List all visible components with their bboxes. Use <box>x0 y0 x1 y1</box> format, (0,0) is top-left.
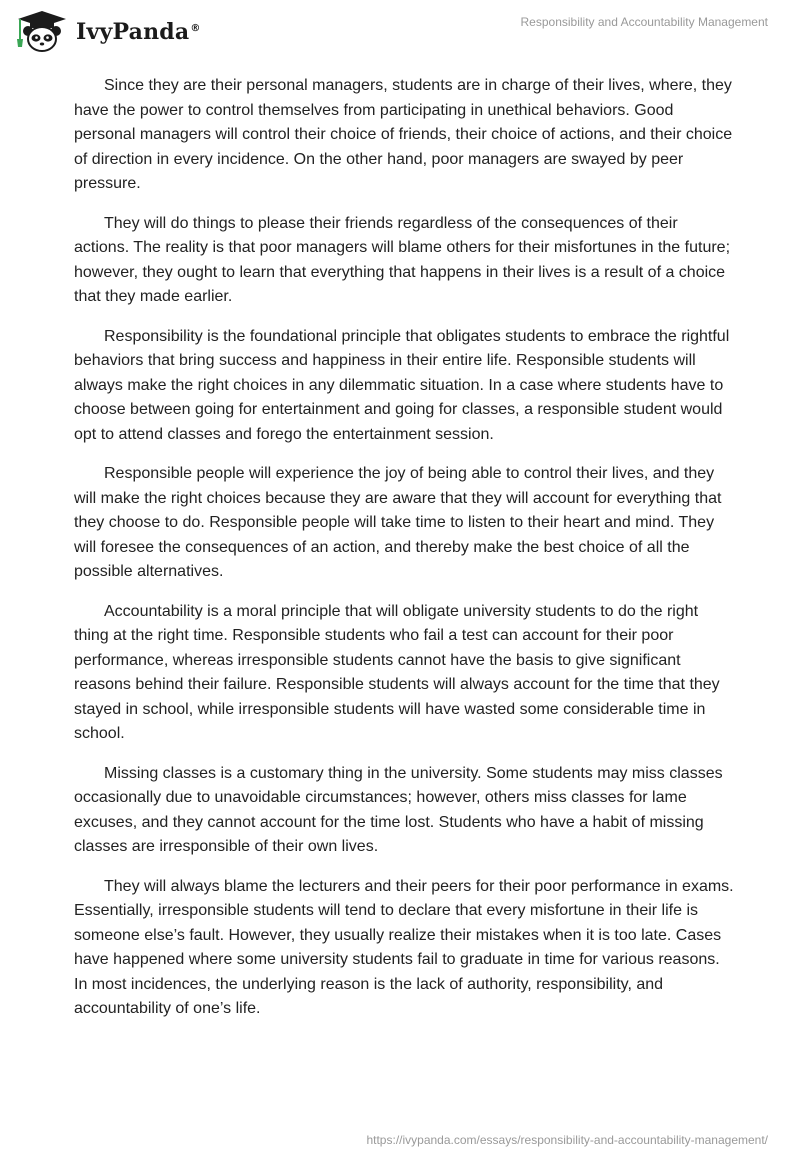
document-title: Responsibility and Accountability Management <box>520 15 768 29</box>
paragraph-7: They will always blame the lecturers and their peers for their poor performance in exams. Essentially, irresponsible students will tend to declare that every misfortune in their life is someone else’s fault. However, they usually realize their mistakes when it is too late. Cases have happened where some university students fail to graduate in time for various reasons. In most incidences, the underlying reason is the lack of authority, responsibility, and accountability of one’s life. <box>74 877 734 1017</box>
source-url[interactable]: https://ivypanda.com/essays/responsibility-and-accountability-management/ <box>366 1133 768 1147</box>
paragraph-4: Responsible people will experience the joy of being able to control their lives, and they will make the right choices because they are aware that they will account for everything that they choose to do. Responsible people will take time to listen to their heart and mind. They will foresee the consequences of an action, and thereby make the best choice of all the possible alternatives. <box>74 465 722 580</box>
brand-name-text: IvyPanda <box>76 19 190 45</box>
essay-body <box>74 74 734 1037</box>
page-header <box>0 0 800 70</box>
registered-mark: ® <box>190 22 201 34</box>
paragraph-6: Missing classes is a customary thing in the university. Some students may miss classes occasionally due to unavoidable circumstances; however, others miss classes for lame excuses, and they cannot account for the time lost. Students who have a habit of missing classes are irresponsible of their own lives. <box>74 764 723 855</box>
panda-graduate-logo-icon <box>14 9 70 53</box>
ivypanda-logo[interactable] <box>14 9 201 53</box>
paragraph-2: They will do things to please their friends regardless of the consequences of their actions. The reality is that poor managers will blame others for their misfortunes in the future; however, they ought to learn that everything that happens in their lives is a result of a choice that they made earlier. <box>74 214 731 305</box>
paragraph-3: Responsibility is the foundational principle that obligates students to embrace the rightful behaviors that bring success and happiness in their entire life. Responsible students will always make the right choices in any dilemmatic situation. In a case where students have to choose between going for entertainment and going for classes, a responsible student would opt to attend classes and forego the entertainment session. <box>74 327 730 443</box>
paragraph-5: Accountability is a moral principle that will obligate university students to do the right thing at the right time. Responsible students who fail a test can account for their poor performance, whereas irresponsible students cannot have the basis to give significant reasons behind their failure. Responsible students will always account for the time that they stayed in school, while irresponsible students will have wasted some considerable time in school. <box>74 602 720 742</box>
paragraph-1: Since they are their personal managers, students are in charge of their lives, where, they have the power to control themselves from participating in unethical behaviors. Good personal managers will control their choice of friends, their choice of actions, and their choice of direction in every incidence. On the other hand, poor managers are swayed by peer pressure. <box>74 77 733 192</box>
brand-name <box>76 19 201 45</box>
